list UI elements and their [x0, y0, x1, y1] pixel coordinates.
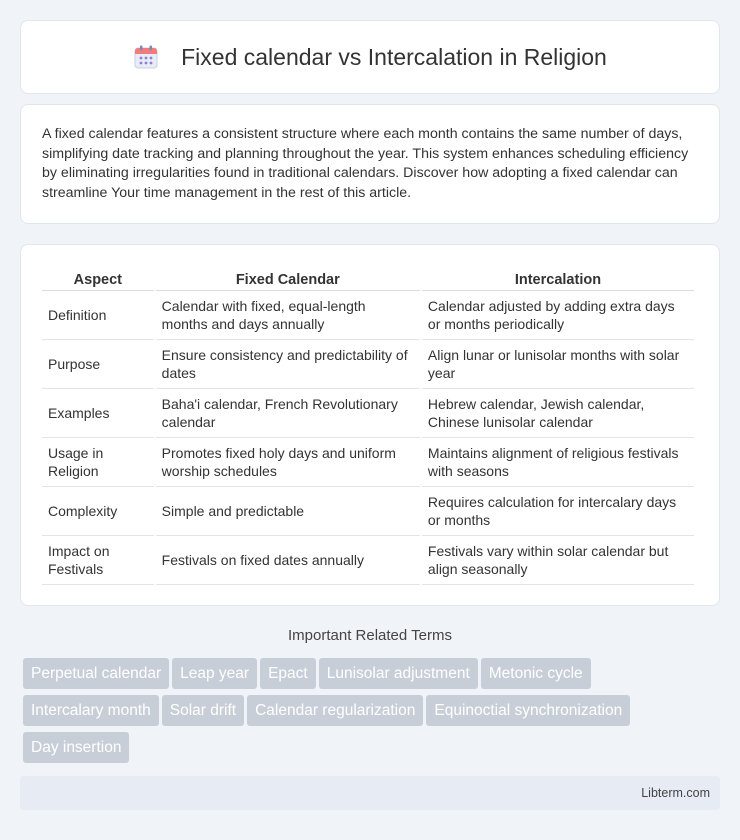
tag-epact[interactable]: Epact [260, 658, 316, 689]
table-row [42, 389, 694, 438]
header-aspect: Aspect [42, 265, 154, 291]
calendar-icon [133, 44, 159, 70]
table-row [42, 487, 694, 536]
table-header-row [42, 265, 694, 291]
cell-fixed: Ensure consistency and predictability of dates [156, 340, 420, 389]
cell-intercalation: Maintains alignment of religious festivals with seasons [422, 438, 694, 487]
cell-aspect: Complexity [42, 487, 154, 536]
header-intercalation: Intercalation [422, 265, 694, 291]
cell-fixed: Festivals on fixed dates annually [156, 536, 420, 585]
tag-lunisolar-adjustment[interactable]: Lunisolar adjustment [319, 658, 478, 689]
tag-equinoctial-synchronization[interactable]: Equinoctial synchronization [426, 695, 630, 726]
table-row [42, 438, 694, 487]
cell-fixed: Simple and predictable [156, 487, 420, 536]
table-row [42, 536, 694, 585]
cell-intercalation: Align lunar or lunisolar months with solar year [422, 340, 694, 389]
intro-card [20, 104, 720, 224]
tag-leap-year[interactable]: Leap year [172, 658, 257, 689]
cell-aspect: Definition [42, 291, 154, 340]
cell-fixed: Baha'i calendar, French Revolutionary calendar [156, 389, 420, 438]
page-title: Fixed calendar vs Intercalation in Religion [181, 43, 607, 70]
related-terms-list [23, 658, 723, 769]
comparison-table [40, 265, 696, 585]
tag-solar-drift[interactable]: Solar drift [162, 695, 244, 726]
cell-aspect: Purpose [42, 340, 154, 389]
table-row [42, 340, 694, 389]
cell-intercalation: Hebrew calendar, Jewish calendar, Chinese lunisolar calendar [422, 389, 694, 438]
cell-intercalation: Festivals vary within solar calendar but align seasonally [422, 536, 694, 585]
title-card [20, 20, 720, 94]
tag-perpetual-calendar[interactable]: Perpetual calendar [23, 658, 169, 689]
footer [20, 776, 720, 810]
table-row [42, 291, 694, 340]
intro-text: A fixed calendar features a consistent structure where each month contains the same number of days, simplifying date tracking and planning throughout the year. This system enhances scheduling efficiency by eliminating irregularities found in traditional calendars. Discover how adopting a fixed calendar can streamline Your time management in the rest of this article. [42, 126, 689, 201]
cell-fixed: Promotes fixed holy days and uniform worship schedules [156, 438, 420, 487]
tag-metonic-cycle[interactable]: Metonic cycle [481, 658, 591, 689]
related-terms-title: Important Related Terms [288, 627, 452, 644]
tag-day-insertion[interactable]: Day insertion [23, 732, 129, 763]
cell-intercalation: Calendar adjusted by adding extra days or months periodically [422, 291, 694, 340]
cell-aspect: Examples [42, 389, 154, 438]
cell-intercalation: Requires calculation for intercalary days or months [422, 487, 694, 536]
footer-site-link[interactable]: Libterm.com [641, 786, 710, 800]
tag-intercalary-month[interactable]: Intercalary month [23, 695, 159, 726]
cell-aspect: Impact on Festivals [42, 536, 154, 585]
cell-fixed: Calendar with fixed, equal-length months and days annually [156, 291, 420, 340]
cell-aspect: Usage in Religion [42, 438, 154, 487]
header-fixed-calendar: Fixed Calendar [156, 265, 420, 291]
tag-calendar-regularization[interactable]: Calendar regularization [247, 695, 423, 726]
comparison-card [20, 244, 720, 606]
